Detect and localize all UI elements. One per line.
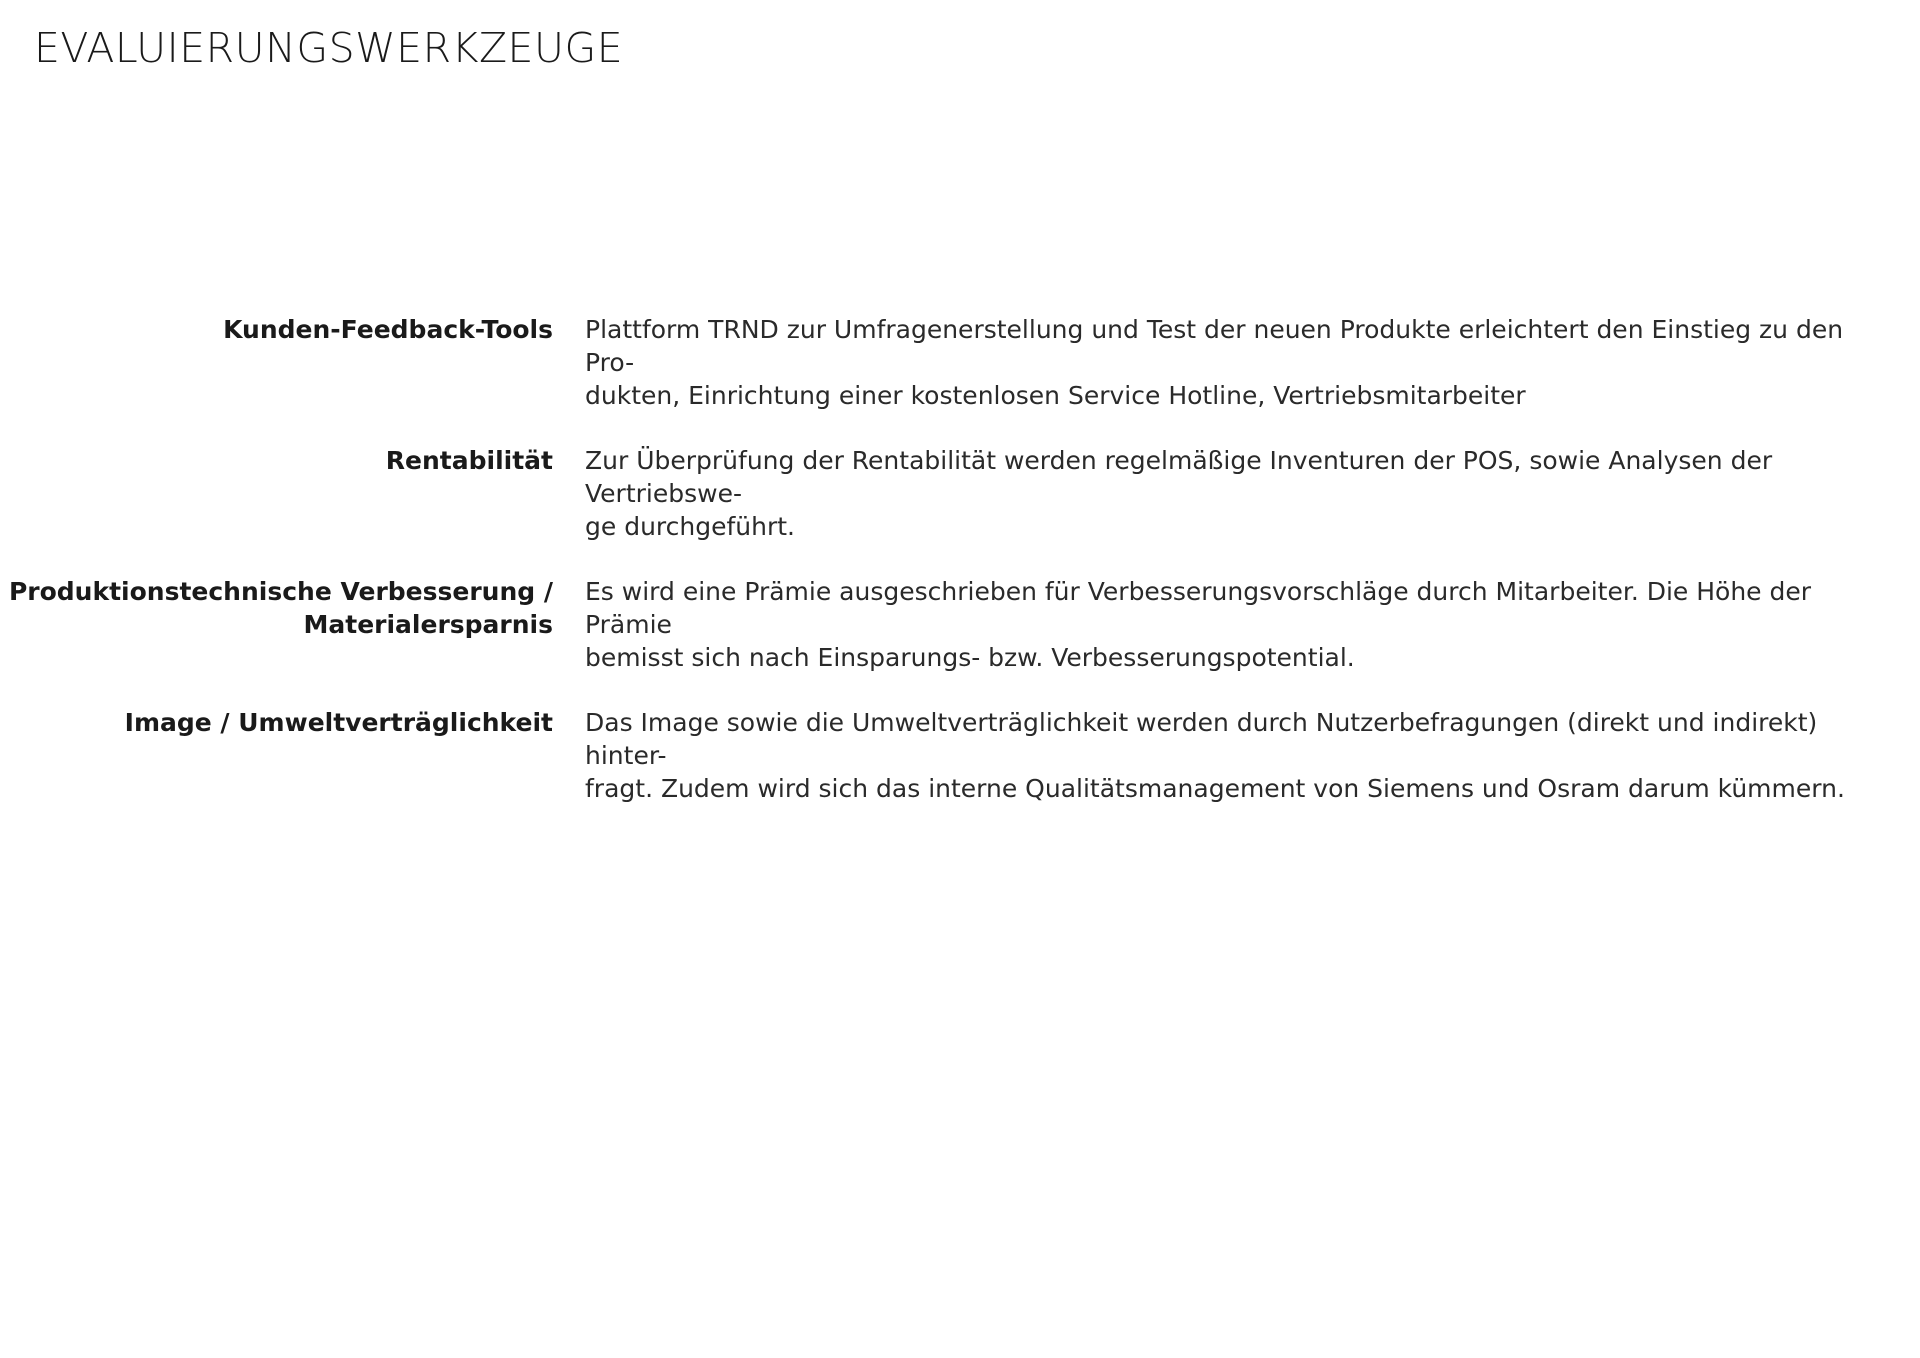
page-title: EVALUIERUNGSWERKZEUGE [34, 24, 624, 72]
row-label: Image / Umweltverträglichkeit [124, 708, 553, 737]
row-label: Kunden-Feedback-Tools [223, 315, 553, 344]
list-item-profitability [0, 444, 1920, 543]
list-item-production-improvement [0, 575, 1920, 674]
list-item-image-sustainability [0, 706, 1920, 805]
evaluation-tools-list [0, 313, 1920, 837]
row-description: Zur Überprüfung der Rentabilität werden regelmäßige Inventuren der POS, sowie Analysen der Vertriebswe- ge durchgeführt. [585, 446, 1773, 541]
list-item-customer-feedback [0, 313, 1920, 412]
row-label: Rentabilität [385, 446, 553, 475]
row-description: Es wird eine Prämie ausgeschrieben für Verbesserungsvorschläge durch Mitarbeiter. Die Höhe der Prämie bemisst sich nach Einsparungs- bzw. Verbesserungspotential. [585, 577, 1812, 672]
row-description: Das Image sowie die Umweltverträglichkeit werden durch Nutzerbefragungen (direkt und indirekt) hinter- fragt. Zudem wird sich das interne Qualitätsmanagement von Siemens und Osram darum kümmern. [585, 708, 1845, 803]
row-description: Plattform TRND zur Umfragenerstellung und Test der neuen Produkte erleichtert den Einstieg zu den Pro- dukten, Einrichtung einer kostenlosen Service Hotline, Vertriebsmitarbeiter [585, 315, 1844, 410]
row-label: Produktionstechnische Verbesserung / Materialersparnis [8, 577, 553, 639]
